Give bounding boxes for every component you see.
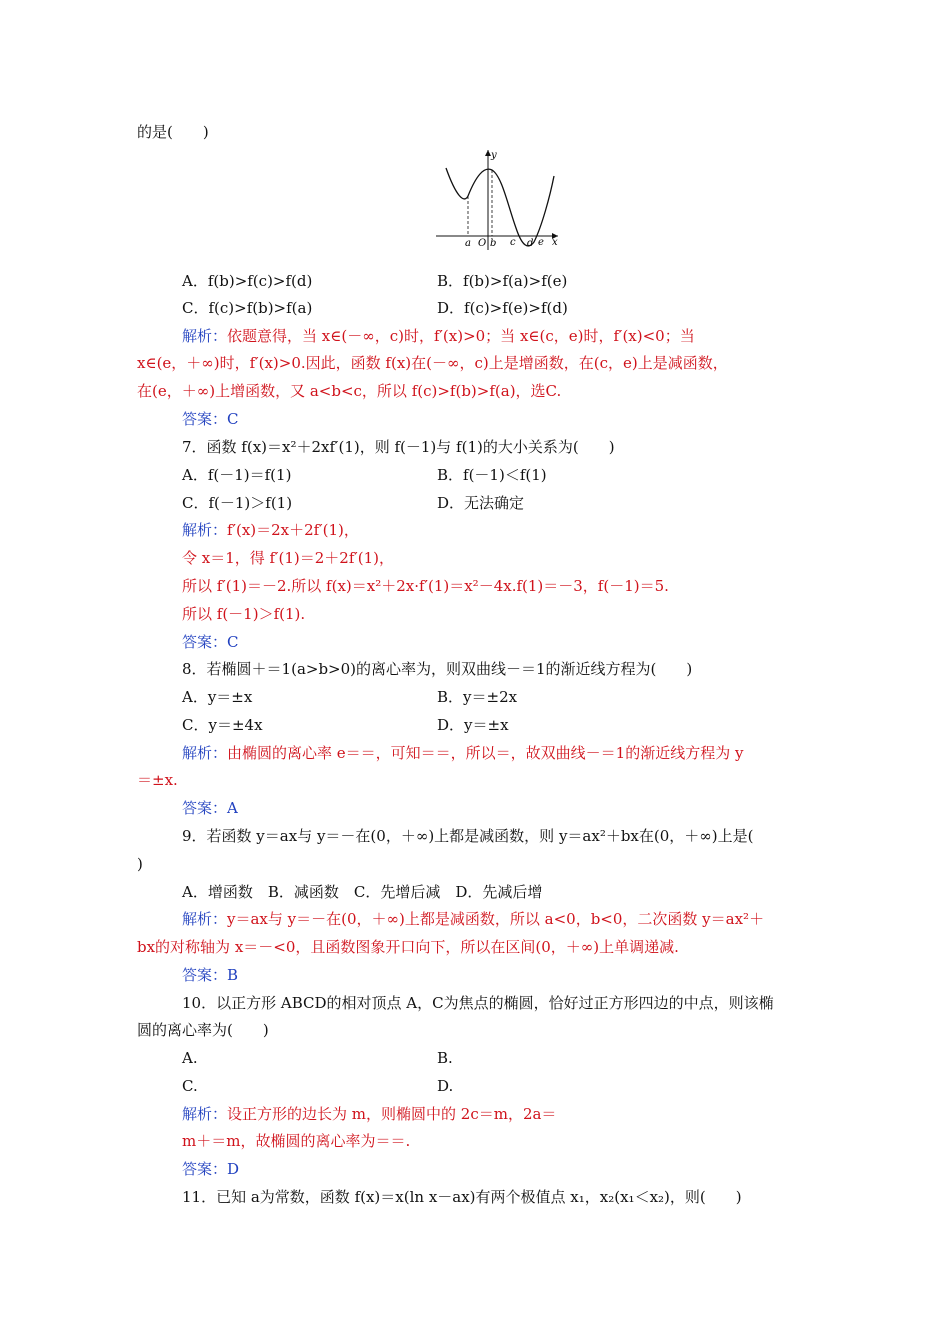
origin-label: O	[478, 238, 487, 249]
q8-option-b: B．y＝±2x	[437, 688, 518, 706]
derivative-graph	[432, 146, 562, 252]
solution-label: 解析：	[182, 744, 228, 762]
q8-option-c: C．y＝±4x	[182, 716, 263, 734]
q6-option-c: C．f(c)>f(b)>f(a)	[182, 299, 313, 317]
solution-text: 设正方形的边长为 m，则椭圆中的 2c＝m，2a＝	[227, 1105, 557, 1123]
q10-option-b: B.	[437, 1049, 453, 1067]
solution-label: 解析：	[182, 521, 228, 539]
q10-solution-line2: m＋＝m，故椭圆的离心率为＝＝.	[182, 1132, 411, 1150]
q9-stem-line2: )	[137, 855, 143, 873]
q6-option-a: A．f(b)>f(c)>f(d)	[182, 272, 313, 290]
x-axis-label: x	[552, 237, 558, 248]
q8-option-d: D．y＝±x	[437, 716, 509, 734]
point-label-b: b	[490, 238, 497, 249]
q8-solution-line2: ＝±x.	[137, 771, 178, 789]
solution-text: f′(x)＝2x＋2f′(1)，	[227, 521, 359, 539]
q9-solution-line1	[182, 909, 764, 929]
q10-solution-line1	[182, 1104, 556, 1124]
point-label-e: e	[538, 237, 544, 248]
q7-solution-line2: 令 x＝1，得 f′(1)＝2＋2f′(1)，	[182, 549, 395, 567]
solution-text: 由椭圆的离心率 e＝＝，可知＝＝，所以＝，故双曲线－＝1的渐近线方程为 y	[227, 744, 744, 762]
q6-option-b: B．f(b)>f(a)>f(e)	[437, 272, 568, 290]
q6-solution-line2: x∈(e，＋∞)时，f′(x)>0.因此，函数 f(x)在(－∞，c)上是增函数，在(c，e)上是减函数，	[137, 354, 728, 372]
q7-option-d: D．无法确定	[437, 494, 525, 512]
q7-solution-line1	[182, 520, 359, 540]
point-label-a: a	[465, 238, 471, 249]
q9-answer: 答案：B	[182, 966, 239, 984]
q8-answer: 答案：A	[182, 799, 238, 817]
q9-solution-line2: bx的对称轴为 x＝－<0，且函数图象开口向下，所以在区间(0，＋∞)上单调递减.	[137, 938, 679, 956]
point-label-d: d	[527, 238, 534, 249]
q10-answer: 答案：D	[182, 1160, 240, 1178]
q6-answer: 答案：C	[182, 410, 239, 428]
y-axis-label: y	[491, 150, 497, 161]
q7-stem: 7．函数 f(x)＝x²＋2xf′(1)，则 f(－1)与 f(1)的大小关系为( )	[182, 438, 615, 456]
q7-answer: 答案：C	[182, 633, 239, 651]
q7-option-c: C．f(－1)＞f(1)	[182, 494, 293, 512]
q8-stem: 8．若椭圆＋＝1(a>b>0)的离心率为，则双曲线－＝1的渐近线方程为( )	[182, 660, 693, 678]
function-curve	[446, 168, 554, 246]
q7-option-b: B．f(－1)＜f(1)	[437, 466, 547, 484]
q8-option-a: A．y＝±x	[182, 688, 253, 706]
point-label-c: c	[510, 237, 516, 248]
solution-label: 解析：	[182, 327, 228, 345]
q9-options: A．增函数 B．减函数 C．先增后减 D．先减后增	[182, 883, 543, 901]
solution-label: 解析：	[182, 910, 228, 928]
q8-solution-line1	[182, 743, 743, 763]
q10-option-c: C.	[182, 1077, 198, 1095]
q7-solution-line4: 所以 f(－1)＞f(1).	[182, 605, 306, 623]
question-stem-tail: 的是( )	[137, 123, 209, 141]
solution-text: y＝ax与 y＝－在(0，＋∞)上都是减函数，所以 a<0，b<0，二次函数 y＝ax²＋	[227, 910, 765, 928]
q10-stem-line1: 10．以正方形 ABCD的相对顶点 A，C为焦点的椭圆，恰好过正方形四边的中点，则该椭	[182, 994, 774, 1012]
q6-solution-line3: 在(e，＋∞)上增函数，又 a<b<c，所以 f(c)>f(b)>f(a)，选C.	[137, 382, 562, 400]
q10-option-a: A.	[182, 1049, 198, 1067]
q7-option-a: A．f(－1)＝f(1)	[182, 466, 292, 484]
q11-stem: 11．已知 a为常数，函数 f(x)＝x(ln x－ax)有两个极值点 x₁，x₂(x₁＜x₂)，则( )	[182, 1188, 742, 1206]
solution-text: 依题意得，当 x∈(－∞，c)时，f′(x)>0；当 x∈(c，e)时，f′(x)<0；当	[227, 327, 695, 345]
q6-solution-line1	[182, 326, 695, 346]
q10-stem-line2: 圆的离心率为( )	[137, 1021, 269, 1039]
q9-stem-line1: 9．若函数 y＝ax与 y＝－在(0，＋∞)上都是减函数，则 y＝ax²＋bx在(0，＋∞)上是(	[182, 827, 754, 845]
solution-label: 解析：	[182, 1105, 228, 1123]
q7-solution-line3: 所以 f′(1)＝－2.所以 f(x)＝x²＋2x·f′(1)＝x²－4x.f(1)＝－3，f(－1)＝5.	[182, 577, 669, 595]
q10-option-d: D.	[437, 1077, 454, 1095]
q6-option-d: D．f(c)>f(e)>f(d)	[437, 299, 568, 317]
